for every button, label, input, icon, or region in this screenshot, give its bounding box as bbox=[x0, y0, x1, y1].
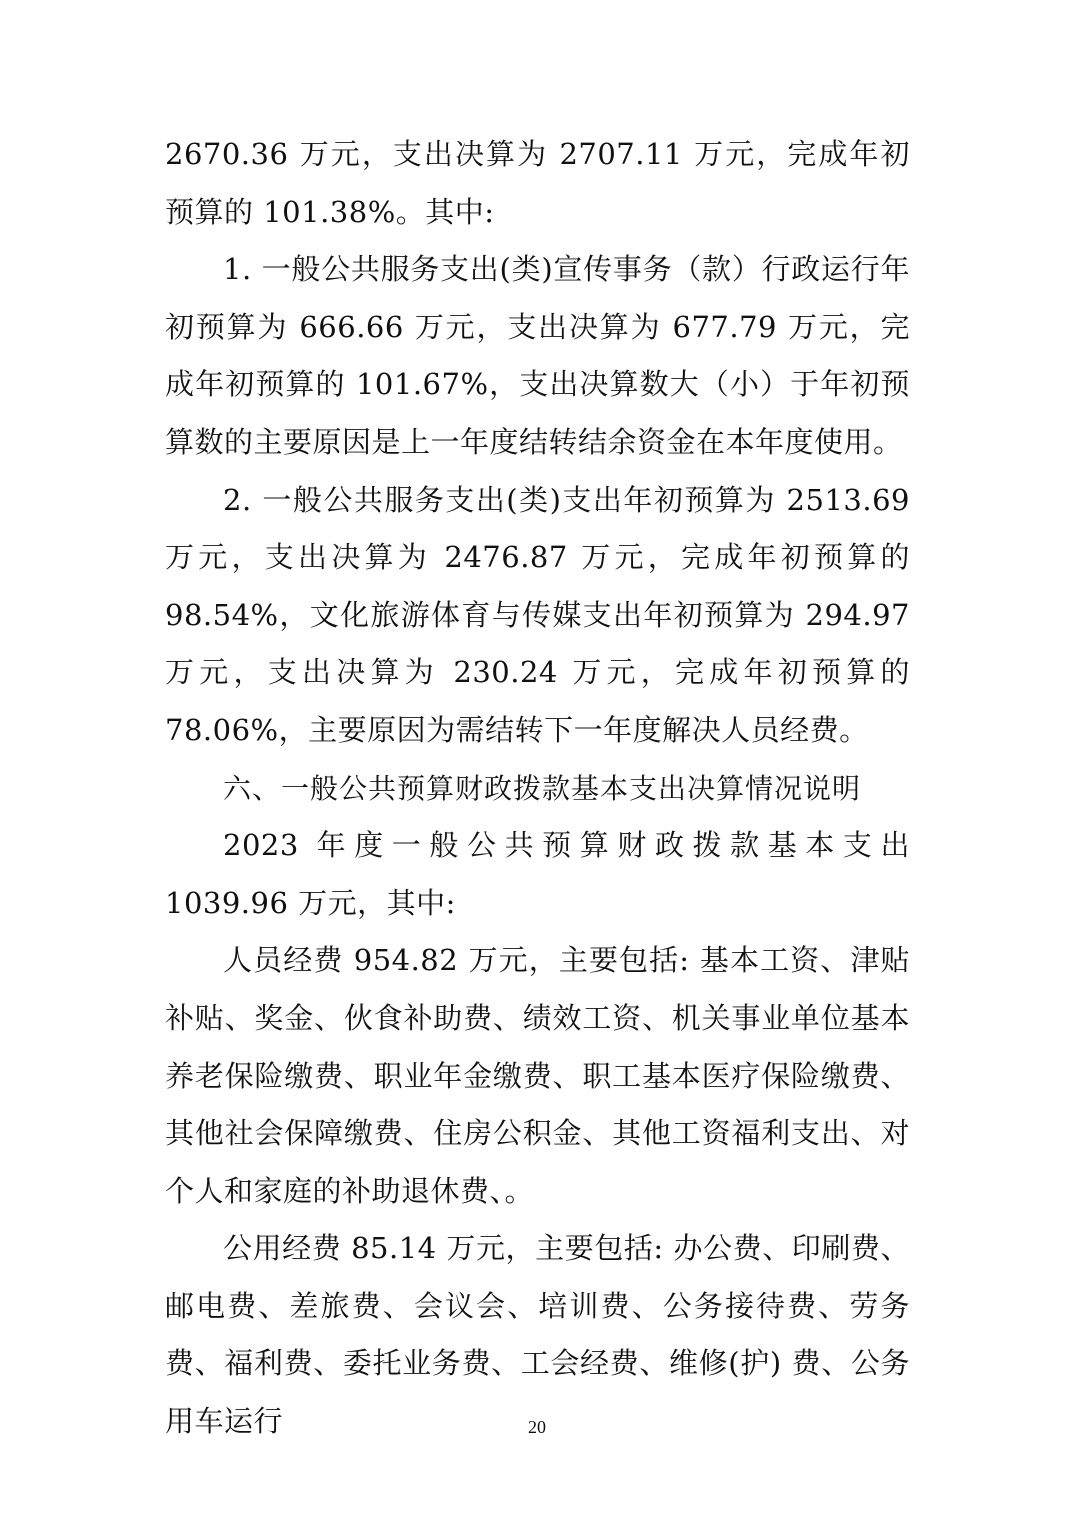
section-heading: 六、一般公共预算财政拨款基本支出决算情况说明 bbox=[223, 771, 862, 805]
paragraph-public-expenses: 公用经费 85.14 万元，主要包括: 办公费、印刷费、邮电费、差旅费、会议会、培训费、公务接待费、劳务费、福利费、委托业务费、工会经费、维修(护) 费、公务用车运行 bbox=[165, 1231, 910, 1439]
page-number: 20 bbox=[528, 1417, 546, 1437]
paragraph-budget-summary: 2670.36 万元，支出决算为 2707.11 万元，完成年初预算的 101.38%。其中: bbox=[165, 137, 910, 229]
document-body bbox=[165, 126, 910, 1451]
paragraph-personnel-expenses: 人员经费 954.82 万元，主要包括: 基本工资、津贴补贴、奖金、伙食补助费、绩效工资、机关事业单位基本养老保险缴费、职业年金缴费、职工基本医疗保险缴费、其他社会保障缴费、住房公积金、其他工资福利支出、对个人和家庭的补助退休费、。 bbox=[165, 943, 910, 1208]
paragraph-basic-expenditure: 2023 年度一般公共预算财政拨款基本支出 1039.96 万元，其中: bbox=[165, 828, 910, 920]
paragraph-item-2: 2. 一般公共服务支出(类)支出年初预算为 2513.69 万元，支出决算为 2476.87 万元，完成年初预算的 98.54%，文化旅游体育与传媒支出年初预算为 294.97 万元，支出决算为 230.24 万元，完成年初预算的 78.06%，主要原因为需结转下一年度解决人员经费。 bbox=[165, 482, 910, 747]
paragraph-item-1: 1. 一般公共服务支出(类)宣传事务（款）行政运行年初预算为 666.66 万元，支出决算为 677.79 万元，完成年初预算的 101.67%，支出决算数大（小）于年初预算数的主要原因是上一年度结转结余资金在本年度使用。 bbox=[165, 252, 910, 459]
